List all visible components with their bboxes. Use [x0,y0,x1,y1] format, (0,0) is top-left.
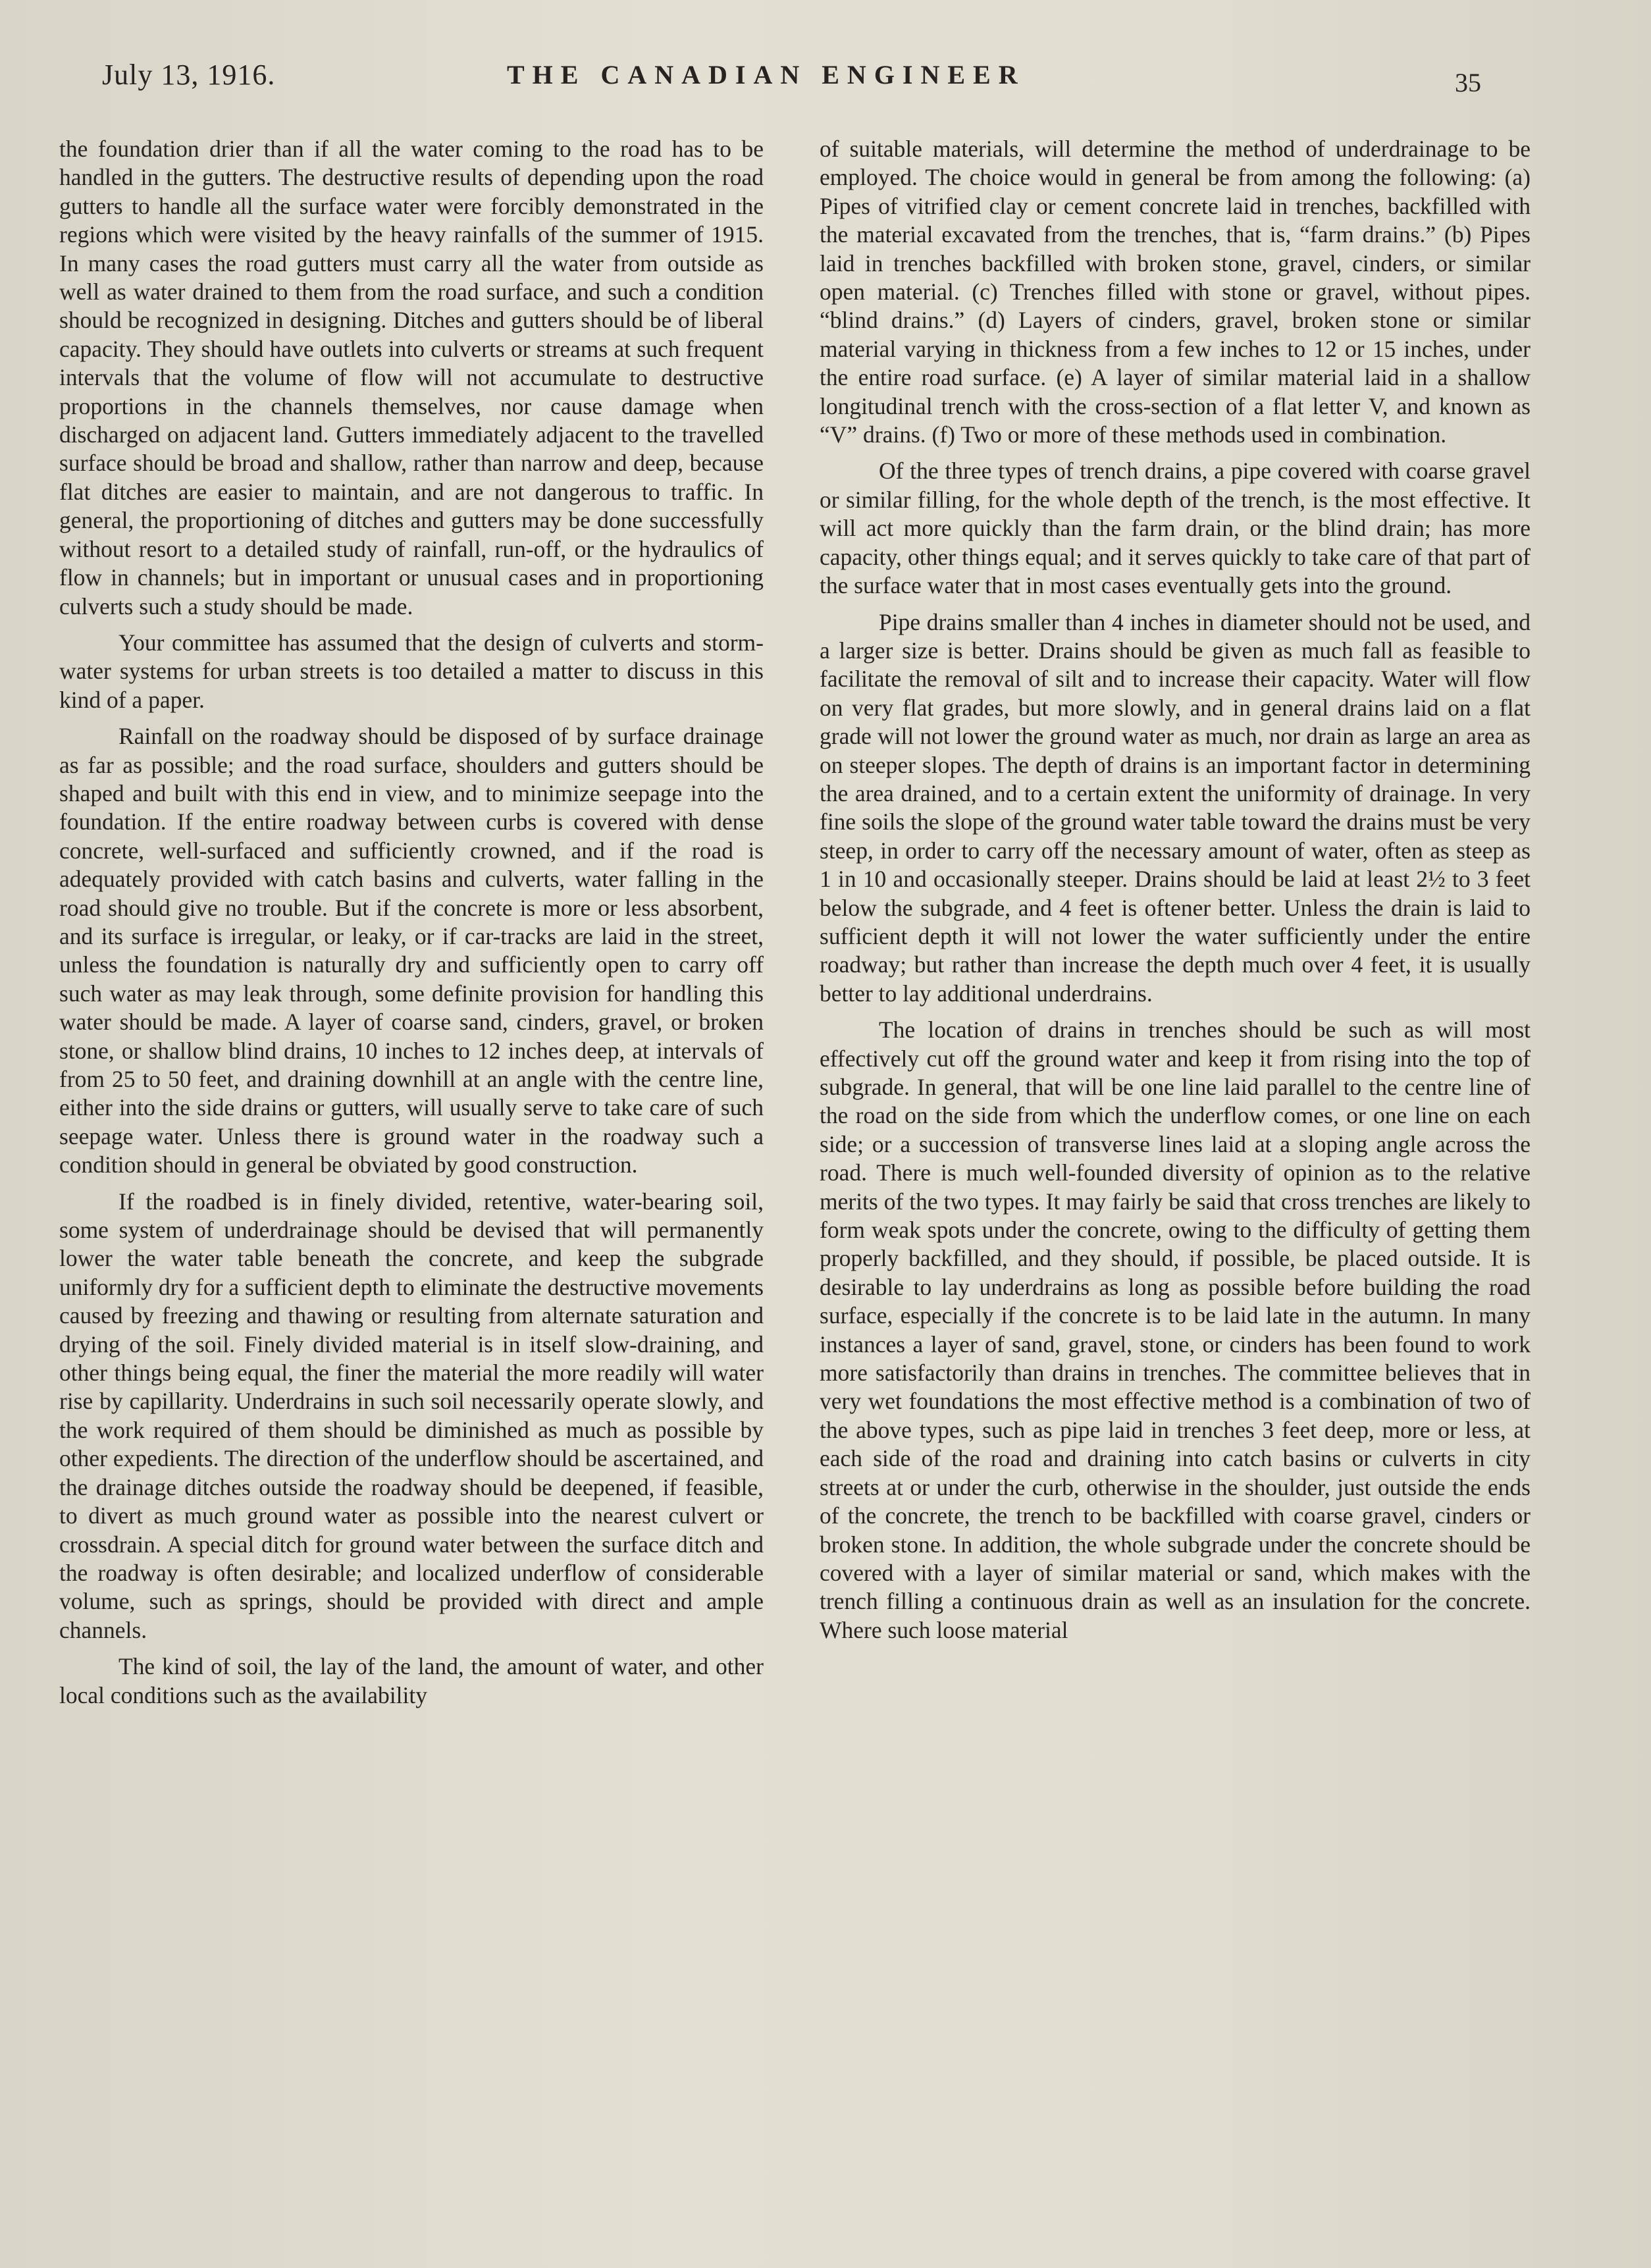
paragraph: Of the three types of trench drains, a pipe covered with coarse gravel or similar filling, for the whole depth of the trench, is the most effective. It will act more quickly than the farm drain, or the blind drain; has more capacity, other things equal; and it serves quickly to take care of that part of the surface water that in most cases eventually gets into the ground. [820,458,1531,599]
paragraph: the foundation drier than if all the water coming to the road has to be handled in the gutters. The destructive results of depending upon the road gutters to handle all the surface water were forcibly demonstrated in the regions which were visited by the heavy rainfalls of the summer of 1915. In many cases the road gutters must carry all the water from outside as well as water drained to them from the road surface, and such a condition should be recognized in designing. Ditches and gutters should be of liberal capacity. They should have outlets into culverts or streams at such frequent intervals that the volume of flow will not accumulate to destructive proportions in the channels themselves, nor cause damage when discharged on adjacent land. Gutters immediately adjacent to the travelled surface should be broad and shallow, rather than narrow and deep, because flat ditches are easier to maintain, and are not dangerous to traffic. In general, the proportioning of ditches and gutters may be done successfully without resort to a detailed study of rainfall, run-off, or the hydraulics of flow in channels; but in important or unusual cases and in proportioning culverts such a study should be made. [59,136,764,620]
paragraph: Pipe drains smaller than 4 inches in diameter should not be used, and a larger size is better. Drains should be given as much fall as feasible to facilitate the removal of silt and to increase their capacity. Water will flow on very flat grades, but more slowly, and in general drains laid on a flat grade will not lower the ground water as much, nor drain as large an area as on steeper slopes. The depth of drains is an important factor in determining the area drained, and to a certain extent the uniformity of drainage. In very fine soils the slope of the ground water table toward the drains must be very steep, in order to carry off the necessary amount of water, often as steep as 1 in 10 and occasionally steeper. Drains should be laid at least 2½ to 3 feet below the subgrade, and 4 feet is oftener better. Unless the drain is laid to sufficient depth it will not lower the water sufficiently under the entire roadway; but rather than increase the depth much over 4 feet, it is usually better to lay additional underdrains. [820,608,1531,1007]
paragraph: Rainfall on the roadway should be disposed of by surface drainage as far as possible; and the road surface, shoulders and gutters should be shaped and built with this end in view, and to minimize seepage into the foundation. If the entire roadway between curbs is covered with dense concrete, well-surfaced and sufficiently crowned, and if the road is adequately provided with catch basins and culverts, water falling in the road should give no trouble. But if the concrete is more or less absorbent, and its surface is irregular, or leaky, or if car-tracks are laid in the street, unless the foundation is naturally dry and sufficiently open to carry off such water as may leak through, some definite provision for handling this water should be made. A layer of coarse sand, cinders, gravel, or broken stone, or shallow blind drains, 10 inches to 12 inches deep, at intervals of from 25 to 50 feet, and draining downhill at an angle with the centre line, either into the side drains or gutters, will usually serve to take care of such seepage water. Unless there is ground water in the roadway such a condition should in general be obviated by good construction. [59,723,764,1178]
paragraph: If the roadbed is in finely divided, retentive, water-bearing soil, some system of underdrainage should be devised that will permanently lower the water table beneath the concrete, and keep the subgrade uniformly dry for a sufficient depth to eliminate the destructive movements caused by freezing and thawing or resulting from alternate saturation and drying of the soil. Finely divided material is in itself slow-draining, and other things being equal, the finer the material the more readily will water rise by capillarity. Underdrains in such soil necessarily operate slowly, and the work required of them should be diminished as much as possible by other expedients. The direction of the underflow should be ascertained, and the drainage ditches outside the roadway should be deepened, if feasible, to divert as much ground water as possible into the nearest culvert or crossdrain. A special ditch for ground water between the surface ditch and the roadway is often desirable; and localized underflow of considerable volume, such as springs, should be provided with direct and ample channels. [59,1188,764,1643]
page-number: 35 [1455,68,1481,97]
paragraph: Your committee has assumed that the design of culverts and storm-water systems for urban streets is too detailed a matter to discuss in this kind of a paper. [59,629,764,713]
issue-date: July 13, 1916. [102,59,276,91]
paragraph: The kind of soil, the lay of the land, the amount of water, and other local conditions such as the availability [59,1653,764,1708]
running-header [0,58,1651,97]
paragraph: The location of drains in trenches should be such as will most effectively cut off the ground water and keep it from rising into the top of subgrade. In general, that will be one line laid parallel to the centre line of the road on the side from which the underflow comes, or one line on each side; or a succession of transverse lines laid at a sloping angle across the road. There is much well-founded diversity of opinion as to the relative merits of the two types. It may fairly be said that cross trenches are likely to form weak spots under the concrete, owing to the difficulty of getting them properly backfilled, and they should, if possible, be placed outside. It is desirable to lay underdrains as long as possible before building the road surface, especially if the concrete is to be laid late in the autumn. In many instances a layer of sand, gravel, stone, or cinders has been found to work more satisfactorily than drains in trenches. The committee believes that in very wet foundations the most effective method is a combination of two of the above types, such as pipe laid in trenches 3 feet deep, more or less, at each side of the road and draining into catch basins or culverts in city streets at or under the curb, otherwise in the shoulder, just outside the ends of the concrete, the trench to be backfilled with coarse gravel, cinders or broken stone. In addition, the whole subgrade under the concrete should be covered with a layer of similar material or sand, which makes with the trench filling a continuous drain as well as an insulation for the concrete. Where such loose material [820,1016,1531,1643]
left-column [59,135,764,1710]
paragraph: of suitable materials, will determine the method of underdrainage to be employed. The choice would in general be from among the following: (a) Pipes of vitrified clay or cement concrete laid in trenches, backfilled with the material excavated from the trenches, that is, “farm drains.” (b) Pipes laid in trenches backfilled with broken stone, gravel, cinders, or similar open material. (c) Trenches filled with stone or gravel, without pipes. “blind drains.” (d) Layers of cinders, gravel, broken stone or similar material varying in thickness from a few inches to 12 or 15 inches, under the entire road surface. (e) A layer of similar material laid in a shallow longitudinal trench with the cross-section of a flat letter V, and known as “V” drains. (f) Two or more of these methods used in combination. [820,136,1531,448]
journal-title: THE CANADIAN ENGINEER [507,60,1026,90]
right-column [820,135,1531,1645]
